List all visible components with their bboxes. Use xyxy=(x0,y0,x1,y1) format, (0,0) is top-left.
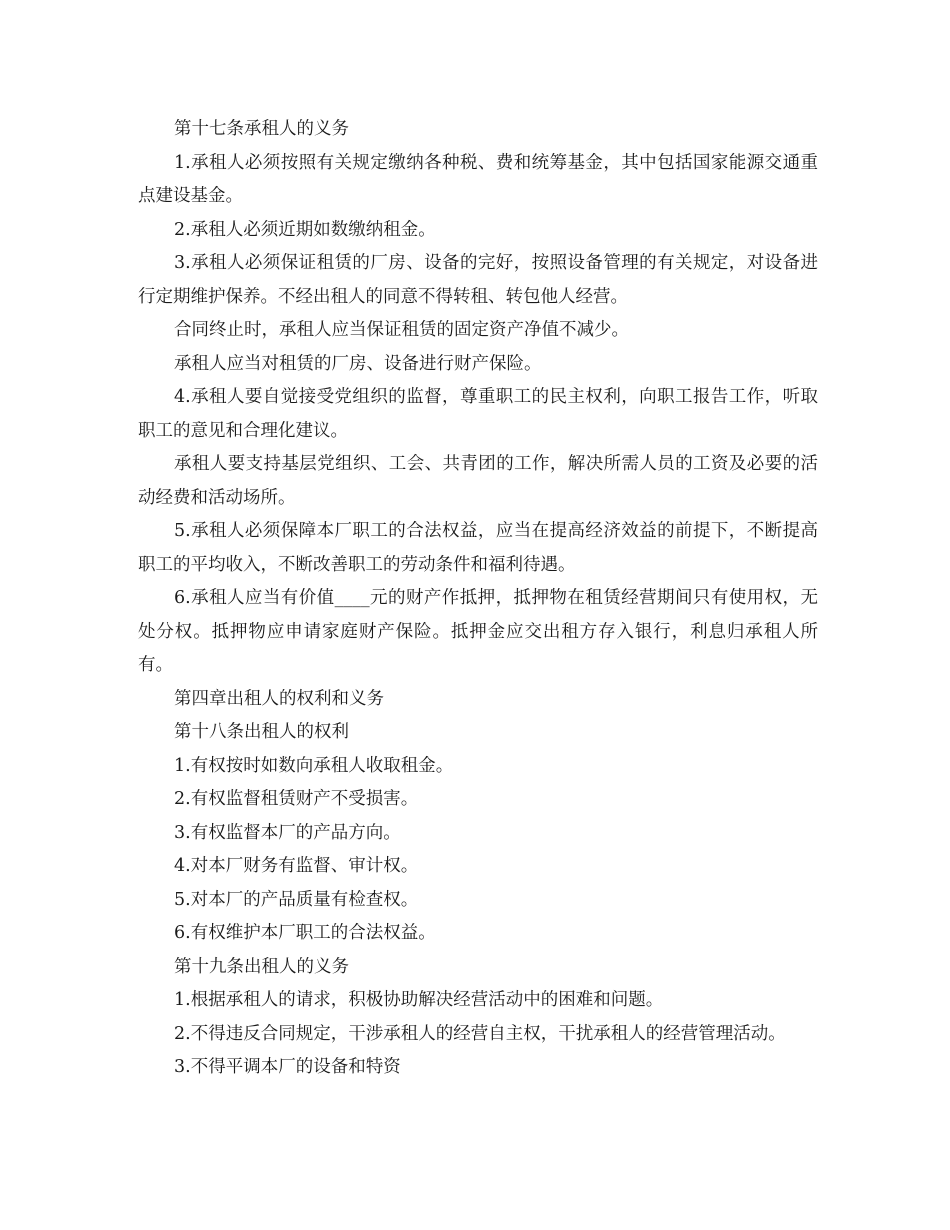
document-body xyxy=(138,113,818,1085)
paragraph-item: 3.不得平调本厂的设备和特资 xyxy=(174,1057,401,1077)
paragraph-item: 6.有权维护本厂职工的合法权益。 xyxy=(174,923,436,943)
paragraph-item: 2.不得违反合同规定，干涉承租人的经营自主权，干扰承租人的经营管理活动。 xyxy=(174,1023,786,1044)
paragraph-item: 5.对本厂的产品质量有检查权。 xyxy=(174,889,419,910)
paragraph-item: 承租人应当对租赁的厂房、设备进行财产保险。 xyxy=(174,353,542,374)
paragraph-item: 1.承租人必须按照有关规定缴纳各种税、费和统筹基金，其中包括国家能源交通重点建设基金。 xyxy=(138,152,818,206)
paragraph-item: 1.根据承租人的请求，积极协助解决经营活动中的困难和问题。 xyxy=(174,990,664,1010)
paragraph-item: 1.有权按时如数向承租人收取租金。 xyxy=(174,755,454,776)
article-19-heading: 第十九条出租人的义务 xyxy=(174,956,349,977)
paragraph-item: 6.承租人应当有价值____元的财产作抵押，抵押物在租赁经营期间只有使用权，无处分权。抵押物应申请家庭财产保险。抵押金应交出租方存入银行，利息归承租人所有。 xyxy=(138,588,818,675)
paragraph-item: 4.对本厂财务有监督、审计权。 xyxy=(174,856,419,876)
paragraph-item: 3.有权监督本厂的产品方向。 xyxy=(174,822,401,843)
paragraph-item: 2.承租人必须近期如数缴纳租金。 xyxy=(174,219,436,240)
paragraph-item: 4.承租人要自觉接受党组织的监督，尊重职工的民主权利，向职工报告工作，听取职工的意见和合理化建议。 xyxy=(138,387,818,441)
paragraph-item: 3.承租人必须保证租赁的厂房、设备的完好，按照设备管理的有关规定，对设备进行定期维护保养。不经出租人的同意不得转租、转包他人经营。 xyxy=(138,253,818,307)
paragraph-item: 5.承租人必须保障本厂职工的合法权益，应当在提高经济效益的前提下，不断提高职工的平均收入，不断改善职工的劳动条件和福利待遇。 xyxy=(138,521,818,575)
paragraph-item: 承租人要支持基层党组织、工会、共青团的工作，解决所需人员的工资及必要的活动经费和活动场所。 xyxy=(138,454,818,508)
paragraph-item: 合同终止时，承租人应当保证租赁的固定资产净值不减少。 xyxy=(174,320,629,340)
paragraph-item: 2.有权监督租赁财产不受损害。 xyxy=(174,789,419,809)
article-17-heading: 第十七条承租人的义务 xyxy=(174,119,349,139)
article-18-heading: 第十八条出租人的权利 xyxy=(174,722,349,742)
chapter-4-heading: 第四章出租人的权利和义务 xyxy=(174,688,384,709)
